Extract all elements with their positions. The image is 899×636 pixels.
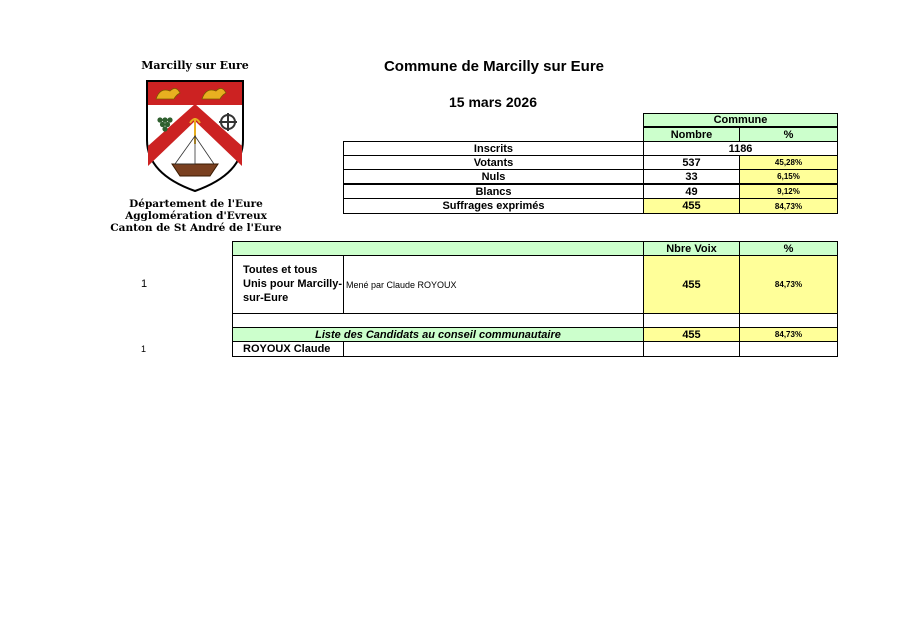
blancs-label: Blancs [343, 184, 644, 199]
list-name: Toutes et tous Unis pour Marcilly-sur-Eure [232, 255, 344, 314]
votes-header: Nbre Voix [643, 241, 740, 256]
votants-percent: 45,28% [739, 155, 838, 170]
coat-of-arms-icon [144, 78, 246, 194]
list-number: 1 [141, 278, 148, 290]
lists-header-blank [232, 241, 644, 256]
exprimes-label: Suffrages exprimés [343, 198, 644, 214]
percent-header: % [739, 127, 838, 142]
communautaire-votes: 455 [643, 327, 740, 342]
votants-value: 537 [643, 155, 740, 170]
inscrits-value: 1186 [643, 141, 838, 156]
nuls-percent: 6,15% [739, 169, 838, 184]
spacer-row [643, 313, 740, 328]
logo-subtitle-line: Département de l'Eure [129, 198, 263, 210]
nuls-value: 33 [643, 169, 740, 184]
spacer-row [739, 313, 838, 328]
candidate-number: 1 [141, 344, 147, 354]
logo-subtitle-line: Agglomération d'Evreux [125, 210, 267, 222]
logo-subtitle-line: Canton de St André de l'Eure [110, 222, 282, 234]
candidate-blank [343, 341, 644, 357]
logo-title: Marcilly sur Eure [141, 59, 249, 72]
number-header: Nombre [643, 127, 740, 142]
inscrits-label: Inscrits [343, 141, 644, 156]
logo-subtitle [108, 198, 284, 234]
blancs-value: 49 [643, 184, 740, 199]
page-title: Commune de Marcilly sur Eure [383, 58, 605, 75]
election-date: 15 mars 2026 [449, 94, 537, 110]
votants-label: Votants [343, 155, 644, 170]
nuls-label: Nuls [343, 169, 644, 184]
candidate-blank [643, 341, 740, 357]
list-votes: 455 [643, 255, 740, 314]
candidate-name: ROYOUX Claude [232, 341, 344, 357]
spacer-row [232, 313, 644, 328]
lists-percent-header: % [739, 241, 838, 256]
commune-header: Commune [643, 113, 838, 127]
communautaire-label: Liste des Candidats au conseil communautaire [232, 327, 644, 342]
list-percent: 84,73% [739, 255, 838, 314]
exprimes-percent: 84,73% [739, 198, 838, 214]
communautaire-percent: 84,73% [739, 327, 838, 342]
exprimes-value: 455 [643, 198, 740, 214]
list-head: Mené par Claude ROYOUX [343, 255, 644, 314]
blancs-percent: 9,12% [739, 184, 838, 199]
candidate-blank [739, 341, 838, 357]
